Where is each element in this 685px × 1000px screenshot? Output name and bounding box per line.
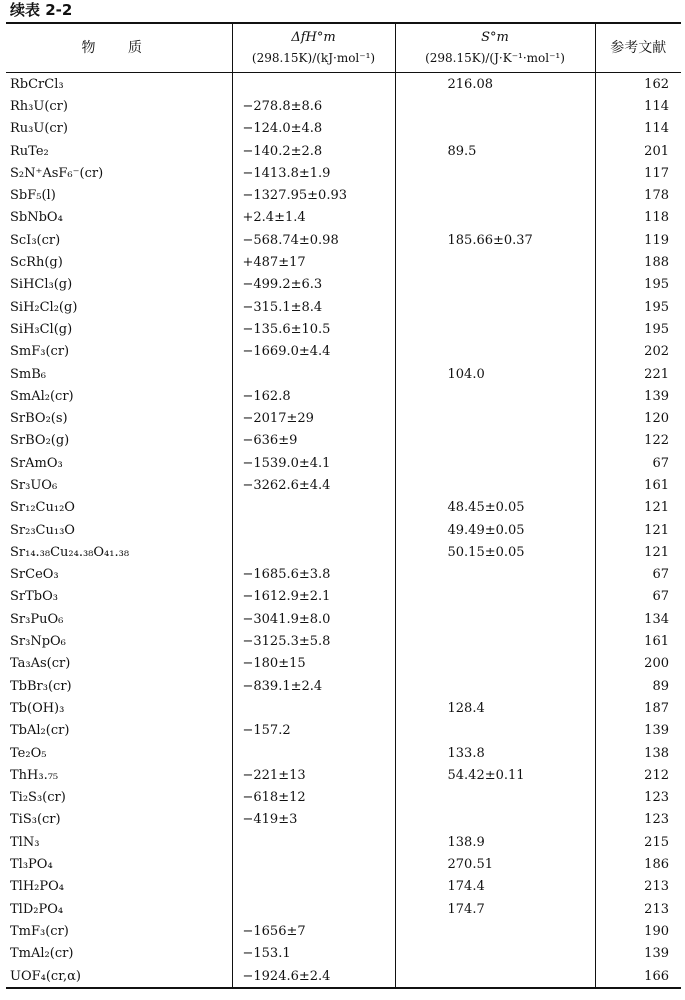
enthalpy-cell: −162.8 (232, 385, 395, 407)
enthalpy-cell (232, 742, 395, 764)
entropy-cell (395, 920, 595, 942)
reference-cell: 121 (595, 497, 681, 519)
enthalpy-cell: −180±15 (232, 653, 395, 675)
enthalpy-cell (232, 73, 395, 96)
table-row (6, 564, 681, 586)
reference-cell: 161 (595, 474, 681, 496)
reference-cell: 89 (595, 675, 681, 697)
header-entropy-unit: (298.15K)/(J·K⁻¹·mol⁻¹) (425, 51, 565, 65)
table-header-row (6, 23, 681, 73)
enthalpy-cell (232, 697, 395, 719)
substance-cell: Ru₃U(cr) (10, 121, 68, 137)
reference-cell: 139 (595, 720, 681, 742)
substance-cell: ThH₃.₇₅ (10, 767, 59, 783)
substance-cell: Ta₃As(cr) (10, 656, 71, 672)
substance-cell: Sr₁₂Cu₁₂O (10, 500, 75, 516)
table-caption: 续表 2-2 (10, 1, 73, 19)
substance-cell: UOF₄(cr,α) (6, 965, 232, 988)
reference-cell: 121 (595, 519, 681, 541)
reference-cell: 138 (595, 742, 681, 764)
entropy-cell: 89.5 (395, 140, 595, 162)
entropy-cell: 216.08 (395, 73, 595, 96)
table-row (6, 140, 681, 162)
reference-cell: 221 (595, 363, 681, 385)
entropy-cell (395, 653, 595, 675)
table-body (6, 73, 681, 989)
entropy-cell: 270.51 (395, 853, 595, 875)
enthalpy-cell: −3041.9±8.0 (232, 608, 395, 630)
reference-cell: 200 (595, 653, 681, 675)
table-row (6, 742, 681, 764)
substance-cell: Sr₁₄.₃₈Cu₂₄.₃₈O₄₁.₃₈ (10, 544, 130, 560)
table-row (6, 497, 681, 519)
reference-cell: 117 (595, 162, 681, 184)
reference-cell: 123 (595, 809, 681, 831)
reference-cell: 187 (595, 697, 681, 719)
substance-cell: RbCrCl₃ (10, 76, 64, 92)
substance-cell: Sr₃PuO₆ (10, 611, 64, 627)
header-enthalpy-unit: (298.15K)/(kJ·mol⁻¹) (251, 51, 376, 65)
reference-cell: 139 (595, 943, 681, 965)
entropy-cell (395, 586, 595, 608)
table-row (6, 452, 681, 474)
entropy-cell (395, 809, 595, 831)
entropy-cell (395, 452, 595, 474)
entropy-cell (395, 430, 595, 452)
entropy-cell (395, 965, 595, 988)
table-row (6, 943, 681, 965)
table-row (6, 251, 681, 273)
header-entropy-symbol: S°m (481, 30, 509, 45)
substance-cell: SrAmO₃ (10, 455, 63, 471)
enthalpy-cell: −1685.6±3.8 (232, 564, 395, 586)
substance-cell: TmAl₂(cr) (10, 946, 74, 962)
reference-cell: 190 (595, 920, 681, 942)
table-row (6, 831, 681, 853)
entropy-cell (395, 608, 595, 630)
substance-cell: SbF₅(l) (10, 188, 56, 204)
enthalpy-cell: −315.1±8.4 (232, 296, 395, 318)
substance-cell: S₂N⁺AsF₆⁻(cr) (10, 165, 104, 181)
table-row (6, 162, 681, 184)
substance-cell: SiHCl₃(g) (10, 277, 73, 293)
enthalpy-cell: −135.6±10.5 (232, 318, 395, 340)
enthalpy-cell: −3125.3±5.8 (232, 630, 395, 652)
enthalpy-cell: −839.1±2.4 (232, 675, 395, 697)
reference-cell: 186 (595, 853, 681, 875)
table-row (6, 920, 681, 942)
reference-cell: 122 (595, 430, 681, 452)
reference-cell: 195 (595, 318, 681, 340)
enthalpy-cell: −568.74±0.98 (232, 229, 395, 251)
entropy-cell: 174.4 (395, 876, 595, 898)
substance-cell: Ti₂S₃(cr) (10, 790, 66, 806)
table-row (6, 675, 681, 697)
entropy-cell (395, 162, 595, 184)
table-row (6, 430, 681, 452)
reference-cell: 67 (595, 586, 681, 608)
substance-cell: Te₂O₅ (10, 745, 47, 761)
entropy-cell: 174.7 (395, 898, 595, 920)
table-row (6, 541, 681, 563)
reference-cell: 114 (595, 118, 681, 140)
table-row (6, 118, 681, 140)
table-row (6, 73, 681, 96)
substance-cell: Tb(OH)₃ (10, 700, 65, 716)
entropy-cell (395, 943, 595, 965)
entropy-cell (395, 474, 595, 496)
entropy-cell (395, 787, 595, 809)
entropy-cell (395, 318, 595, 340)
table-row (6, 720, 681, 742)
reference-cell: 139 (595, 385, 681, 407)
reference-cell: 134 (595, 608, 681, 630)
entropy-cell (395, 184, 595, 206)
enthalpy-cell: −1924.6±2.4 (232, 965, 395, 988)
reference-cell: 162 (595, 73, 681, 96)
reference-cell: 213 (595, 876, 681, 898)
reference-cell: 119 (595, 229, 681, 251)
entropy-cell (395, 251, 595, 273)
substance-cell: Rh₃U(cr) (10, 98, 68, 114)
table-row (6, 229, 681, 251)
substance-cell: ScI₃(cr) (10, 232, 61, 248)
enthalpy-cell (232, 831, 395, 853)
substance-cell: SrBO₂(g) (10, 433, 70, 449)
entropy-cell (395, 675, 595, 697)
entropy-cell (395, 407, 595, 429)
table-row (6, 586, 681, 608)
table-row (6, 809, 681, 831)
enthalpy-cell: −157.2 (232, 720, 395, 742)
entropy-cell (395, 95, 595, 117)
table-row (6, 898, 681, 920)
reference-cell: 118 (595, 207, 681, 229)
substance-cell: TlH₂PO₄ (10, 879, 64, 895)
table-row (6, 608, 681, 630)
reference-cell: 195 (595, 274, 681, 296)
enthalpy-cell (232, 898, 395, 920)
table-row (6, 630, 681, 652)
thermo-table (6, 22, 681, 989)
table-row (6, 697, 681, 719)
enthalpy-cell: −1612.9±2.1 (232, 586, 395, 608)
table-row (6, 853, 681, 875)
table-row (6, 363, 681, 385)
enthalpy-cell: −221±13 (232, 764, 395, 786)
entropy-cell: 104.0 (395, 363, 595, 385)
entropy-cell: 133.8 (395, 742, 595, 764)
substance-cell: SiH₃Cl(g) (10, 321, 73, 337)
table-row (6, 318, 681, 340)
enthalpy-cell: −278.8±8.6 (232, 95, 395, 117)
substance-cell: TbBr₃(cr) (10, 678, 72, 694)
substance-cell: TlD₂PO₄ (10, 901, 64, 917)
substance-cell: Sr₃UO₆ (10, 477, 58, 493)
enthalpy-cell (232, 497, 395, 519)
header-reference: 参考文献 (595, 23, 681, 73)
table-row (6, 764, 681, 786)
entropy-cell (395, 296, 595, 318)
table-row (6, 787, 681, 809)
substance-cell: ScRh(g) (10, 255, 63, 271)
entropy-cell (395, 341, 595, 363)
enthalpy-cell (232, 363, 395, 385)
entropy-cell (395, 274, 595, 296)
enthalpy-cell: −124.0±4.8 (232, 118, 395, 140)
enthalpy-cell: −1413.8±1.9 (232, 162, 395, 184)
substance-cell: TiS₃(cr) (10, 812, 61, 828)
table-row (6, 95, 681, 117)
substance-cell: Sr₂₃Cu₁₃O (10, 522, 75, 538)
entropy-cell (395, 720, 595, 742)
reference-cell: 120 (595, 407, 681, 429)
reference-cell: 213 (595, 898, 681, 920)
table-row (6, 385, 681, 407)
entropy-cell: 50.15±0.05 (395, 541, 595, 563)
entropy-cell: 49.49±0.05 (395, 519, 595, 541)
enthalpy-cell (232, 853, 395, 875)
entropy-cell (395, 118, 595, 140)
table-row (6, 474, 681, 496)
entropy-cell (395, 564, 595, 586)
enthalpy-cell: −1539.0±4.1 (232, 452, 395, 474)
substance-cell: SrCeO₃ (10, 567, 59, 583)
enthalpy-cell: −140.2±2.8 (232, 140, 395, 162)
enthalpy-cell: −419±3 (232, 809, 395, 831)
substance-cell: SmB₆ (10, 366, 46, 382)
reference-cell: 67 (595, 452, 681, 474)
reference-cell: 202 (595, 341, 681, 363)
entropy-cell (395, 207, 595, 229)
table-row (6, 274, 681, 296)
enthalpy-cell: −1656±7 (232, 920, 395, 942)
reference-cell: 121 (595, 541, 681, 563)
table-row (6, 341, 681, 363)
substance-cell: SbNbO₄ (10, 210, 63, 226)
enthalpy-cell: −1669.0±4.4 (232, 341, 395, 363)
reference-cell: 67 (595, 564, 681, 586)
enthalpy-cell: −3262.6±4.4 (232, 474, 395, 496)
substance-cell: Sr₃NpO₆ (10, 634, 66, 650)
entropy-cell (395, 385, 595, 407)
substance-cell: RuTe₂ (10, 143, 49, 159)
enthalpy-cell: +487±17 (232, 251, 395, 273)
enthalpy-cell: −618±12 (232, 787, 395, 809)
entropy-cell: 54.42±0.11 (395, 764, 595, 786)
entropy-cell (395, 630, 595, 652)
header-entropy (395, 23, 595, 73)
reference-cell: 201 (595, 140, 681, 162)
substance-cell: SrTbO₃ (10, 589, 58, 605)
table-row (6, 207, 681, 229)
entropy-cell: 185.66±0.37 (395, 229, 595, 251)
reference-cell: 114 (595, 95, 681, 117)
reference-cell: 212 (595, 764, 681, 786)
reference-cell: 123 (595, 787, 681, 809)
enthalpy-cell: +2.4±1.4 (232, 207, 395, 229)
substance-cell: TmF₃(cr) (10, 923, 69, 939)
enthalpy-cell: −2017±29 (232, 407, 395, 429)
table-row (6, 296, 681, 318)
reference-cell: 161 (595, 630, 681, 652)
substance-cell: SrBO₂(s) (10, 411, 68, 427)
entropy-cell: 138.9 (395, 831, 595, 853)
substance-cell: SmAl₂(cr) (10, 388, 74, 404)
substance-cell: SmF₃(cr) (10, 344, 70, 360)
enthalpy-cell (232, 541, 395, 563)
header-enthalpy-symbol: ΔfH°m (291, 30, 336, 45)
table-row (6, 519, 681, 541)
table-row (6, 653, 681, 675)
reference-cell: 195 (595, 296, 681, 318)
reference-cell: 215 (595, 831, 681, 853)
reference-cell: 188 (595, 251, 681, 273)
table-row (6, 965, 681, 988)
entropy-cell: 128.4 (395, 697, 595, 719)
substance-cell: SiH₂Cl₂(g) (10, 299, 78, 315)
enthalpy-cell (232, 519, 395, 541)
table-row (6, 876, 681, 898)
reference-cell: 166 (595, 965, 681, 988)
table-row (6, 184, 681, 206)
reference-cell: 178 (595, 184, 681, 206)
enthalpy-cell: −153.1 (232, 943, 395, 965)
substance-cell: TbAl₂(cr) (10, 723, 70, 739)
enthalpy-cell: −499.2±6.3 (232, 274, 395, 296)
enthalpy-cell (232, 876, 395, 898)
entropy-cell: 48.45±0.05 (395, 497, 595, 519)
substance-cell: Tl₃PO₄ (10, 857, 53, 873)
substance-cell: TlN₃ (10, 834, 40, 850)
enthalpy-cell: −636±9 (232, 430, 395, 452)
header-substance: 物 质 (6, 23, 232, 73)
table-row (6, 407, 681, 429)
header-enthalpy (232, 23, 395, 73)
enthalpy-cell: −1327.95±0.93 (232, 184, 395, 206)
